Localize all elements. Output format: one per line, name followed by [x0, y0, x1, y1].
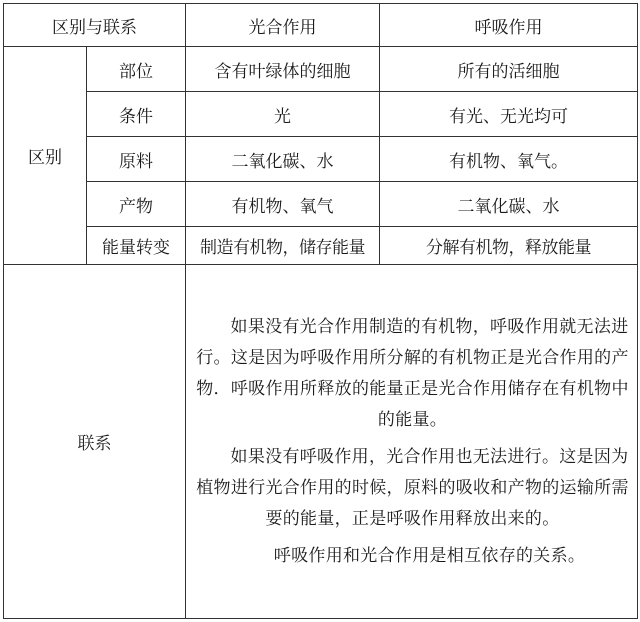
differences-label: 区别: [4, 47, 87, 265]
header-category: 区别与联系: [4, 4, 186, 47]
respiration-cell: 分解有机物，释放能量: [380, 227, 638, 265]
table-row: [4, 137, 638, 182]
table-row: [4, 182, 638, 227]
header-photosynthesis: 光合作用: [186, 4, 380, 47]
respiration-cell: 所有的活细胞: [380, 47, 638, 92]
photosynthesis-cell: 光: [186, 92, 380, 137]
connection-paragraph: 如果没有光合作用制造的有机物，呼吸作用就无法进行。这是因为呼吸作用所分解的有机物正是光合作用的产物．呼吸作用所释放的能量正是光合作用储存在有机物中的能量。: [196, 316, 629, 430]
connection-paragraph: 呼吸作用和光合作用是相互依存的关系。: [273, 545, 586, 566]
header-row: [4, 4, 638, 47]
photosynthesis-cell: 含有叶绿体的细胞: [186, 47, 380, 92]
photosynthesis-cell: 二氧化碳、水: [186, 137, 380, 182]
aspect-label: 部位: [87, 47, 186, 92]
respiration-cell: 有机物、氧气。: [380, 137, 638, 182]
aspect-label: 产物: [87, 182, 186, 227]
connection-label: 联系: [4, 265, 186, 619]
photosynthesis-cell: 制造有机物，储存能量: [186, 227, 380, 265]
connection-text: [186, 265, 638, 619]
comparison-table: [3, 3, 638, 619]
aspect-label: 条件: [87, 92, 186, 137]
table-row: [4, 227, 638, 265]
aspect-label: 原料: [87, 137, 186, 182]
photosynthesis-cell: 有机物、氧气: [186, 182, 380, 227]
header-respiration: 呼吸作用: [380, 4, 638, 47]
table-row: [4, 47, 638, 92]
aspect-label: 能量转变: [87, 227, 186, 265]
table-row: [4, 92, 638, 137]
connection-row: [4, 265, 638, 619]
respiration-cell: 二氧化碳、水: [380, 182, 638, 227]
connection-paragraph: 如果没有呼吸作用，光合作用也无法进行。这是因为植物进行光合作用的时候，原料的吸收和产物的运输所需要的能量，正是呼吸作用释放出来的。: [196, 446, 629, 529]
respiration-cell: 有光、无光均可: [380, 92, 638, 137]
